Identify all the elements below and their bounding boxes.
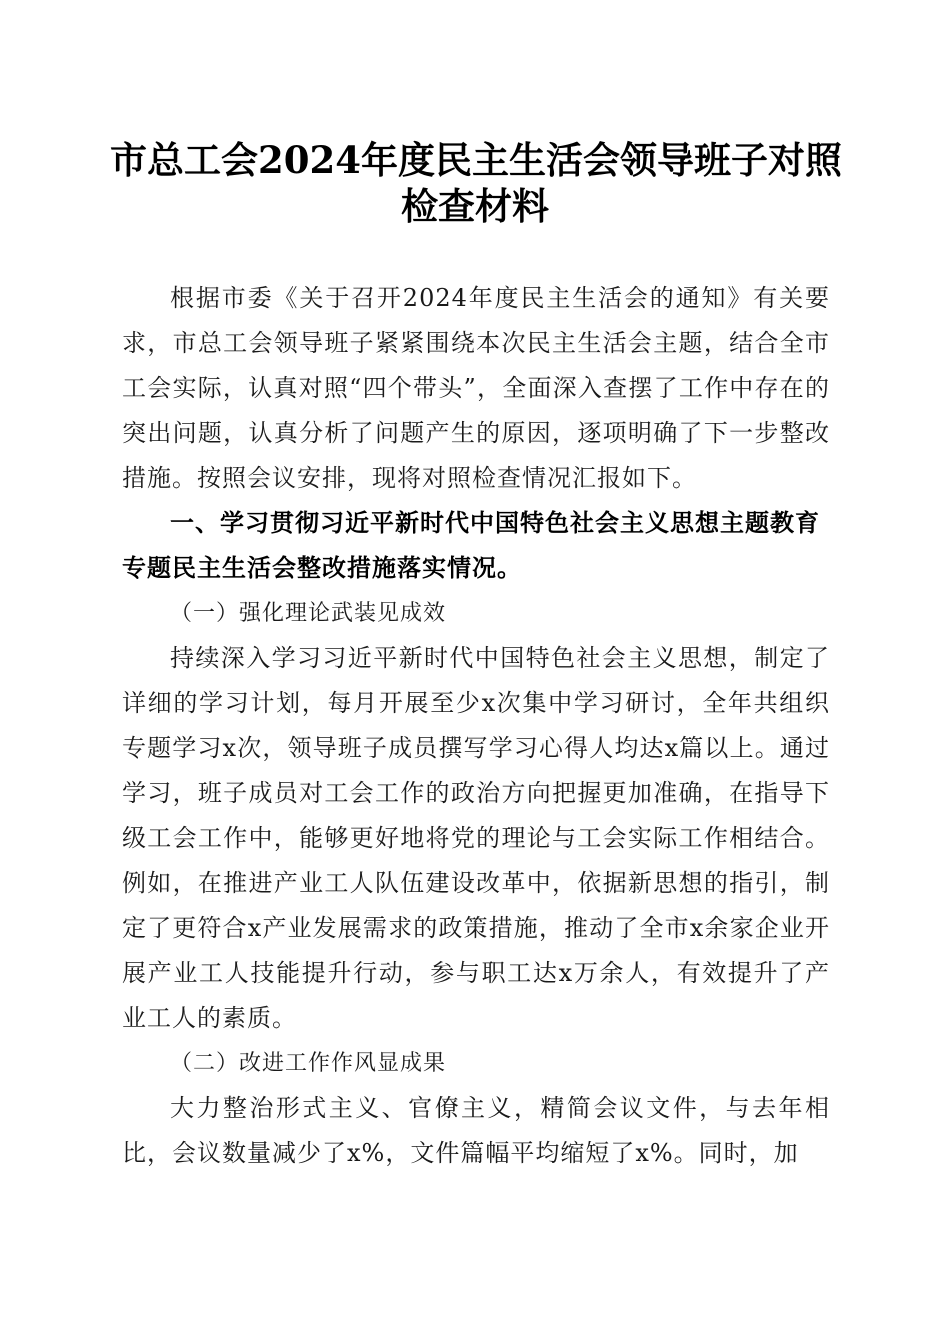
subsection-2-paragraph: 大力整治形式主义、官僚主义，精简会议文件，与去年相比，会议数量减少了x%，文件篇幅平均缩短了x%。同时，加 <box>122 1094 830 1167</box>
intro-paragraph: 根据市委《关于召开2024年度民主生活会的通知》有关要求，市总工会领导班子紧紧围绕本次民主生活会主题，结合全市工会实际，认真对照“四个带头”，全面深入查摆了工作中存在的突出问题，认真分析了问题产生的原因，逐项明确了下一步整改措施。按照会议安排，现将对照检查情况汇报如下。 <box>122 284 830 492</box>
document-title-line-1: 市总工会2024年度民主生活会领导班子对照 <box>110 138 842 182</box>
document-title-line-2: 检查材料 <box>401 184 549 228</box>
subsection-1-paragraph: 持续深入学习习近平新时代中国特色社会主义思想，制定了详细的学习计划，每月开展至少x次集中学习研讨，全年共组织专题学习x次，领导班子成员撰写学习心得人均达x篇以上。通过学习，班子成员对工会工作的政治方向把握更加准确，在指导下级工会工作中，能够更好地将党的理论与工会实际工作相结合。例如，在推进产业工人队伍建设改革中，依据新思想的指引，制定了更符合x产业发展需求的政策措施，推动了全市x余家企业开展产业工人技能提升行动，参与职工达x万余人，有效提升了产业工人的素质。 <box>122 644 830 1032</box>
section-heading-1: 一、学习贯彻习近平新时代中国特色社会主义思想主题教育专题民主生活会整改措施落实情况。 <box>122 509 820 582</box>
document-body <box>122 276 830 1176</box>
subsection-heading-2: （二）改进工作作风显成果 <box>170 1051 447 1076</box>
subsection-heading-1: （一）强化理论武装见成效 <box>170 601 447 626</box>
